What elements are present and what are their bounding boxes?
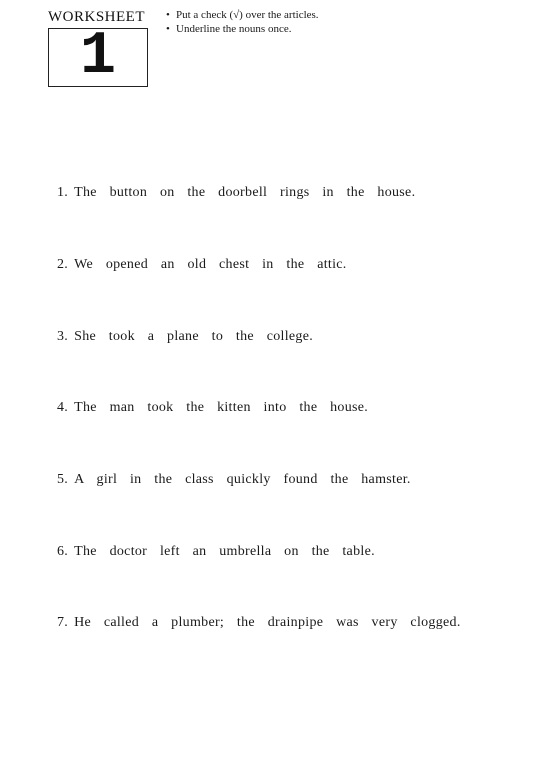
sentence-number: 2. — [57, 257, 69, 272]
sentence-text: She took a plane to the college. — [74, 329, 314, 344]
sentence-text: The doctor left an umbrella on the table. — [74, 544, 375, 559]
worksheet-label: WORKSHEET — [48, 9, 145, 25]
sentence-item — [57, 329, 313, 345]
sentence-item — [57, 615, 461, 631]
sentence-item — [57, 544, 375, 560]
worksheet-number-box — [48, 23, 148, 91]
sentence-number: 6. — [57, 544, 69, 559]
sentence-item — [57, 185, 415, 201]
sentence-item — [57, 472, 411, 488]
instruction-item: • Underline the nouns once. — [166, 22, 319, 36]
instructions-list — [166, 8, 319, 36]
instruction-item: • Put a check (√) over the articles. — [166, 8, 319, 22]
sentence-item — [57, 400, 368, 416]
sentence-text: We opened an old chest in the attic. — [74, 257, 347, 272]
sentence-number: 4. — [57, 400, 69, 415]
sentence-text: The man took the kitten into the house. — [74, 400, 369, 415]
sentence-number: 1. — [57, 185, 69, 200]
sentence-number: 3. — [57, 329, 69, 344]
sentence-text: A girl in the class quickly found the hamster. — [74, 472, 411, 487]
sentence-number: 7. — [57, 615, 69, 630]
sentence-number: 5. — [57, 472, 69, 487]
sentence-text: The button on the doorbell rings in the house. — [74, 185, 416, 200]
worksheet-number: 1 — [79, 23, 116, 91]
sentence-text: He called a plumber; the drainpipe was very clogged. — [74, 615, 461, 630]
sentence-item — [57, 257, 347, 273]
